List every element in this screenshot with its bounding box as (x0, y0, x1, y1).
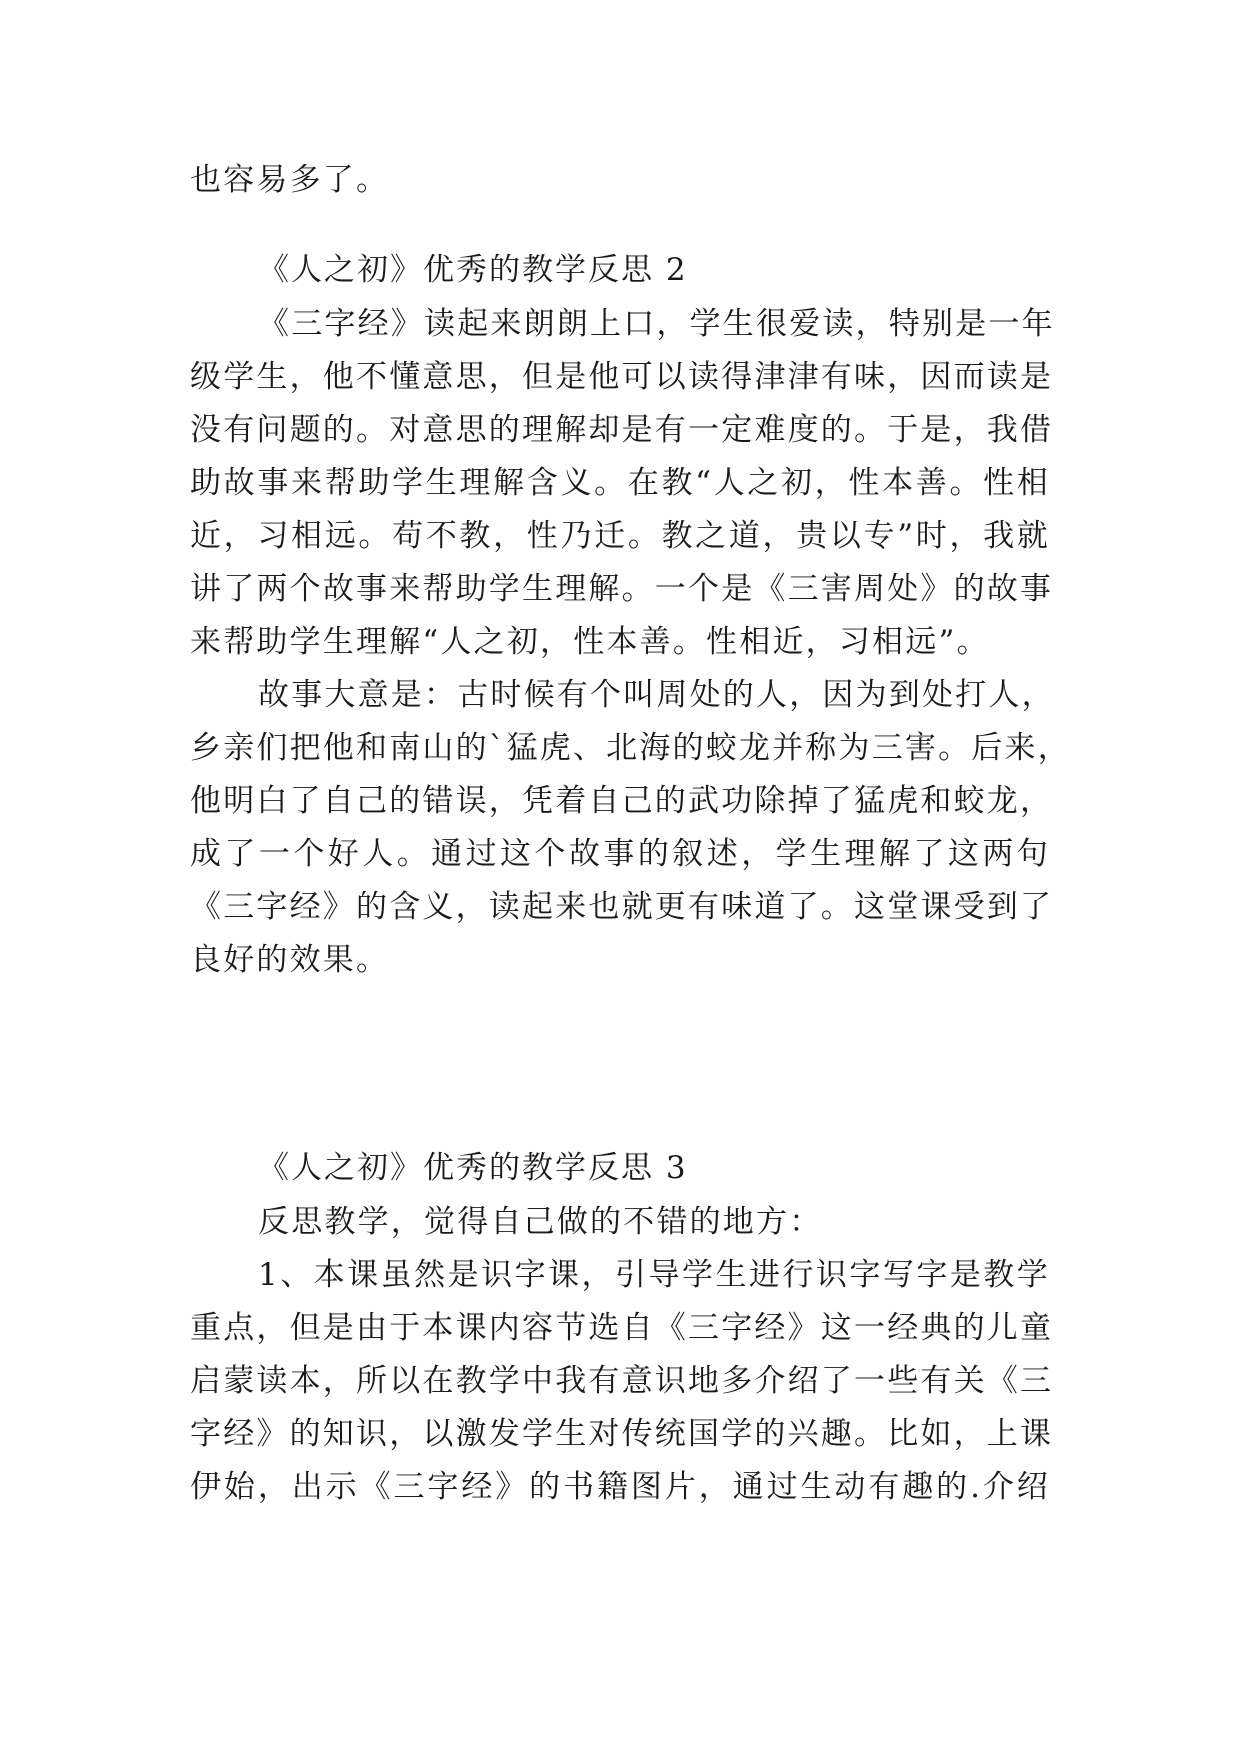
section-heading-2: 《人之初》优秀的教学反思 2 (258, 252, 688, 288)
paragraph-line: 级学生，他不懂意思，但是他可以读得津津有味，因而读是 (190, 359, 1054, 395)
paragraph-line: 他明白了自己的错误，凭着自己的武功除掉了猛虎和蛟龙， (190, 783, 1054, 819)
paragraph-line: 成了一个好人。通过这个故事的叙述，学生理解了这两句 (190, 836, 1050, 872)
paragraph-line: 来帮助学生理解“人之初，性本善。性相近，习相远”。 (190, 624, 990, 660)
paragraph-line: 乡亲们把他和南山的`猛虎、北海的蛟龙并称为三害。后来， (190, 730, 1071, 766)
paragraph-line: 字经》的知识，以激发学生对传统国学的兴趣。比如，上课 (190, 1416, 1054, 1452)
paragraph-line: 故事大意是：古时候有个叫周处的人，因为到处打人， (258, 677, 1055, 713)
paragraph-line: 重点，但是由于本课内容节选自《三字经》这一经典的儿童 (190, 1310, 1054, 1346)
paragraph-line: 也容易多了。 (190, 162, 390, 198)
paragraph-line: 伊始，出示《三字经》的书籍图片，通过生动有趣的.介绍 (190, 1469, 1050, 1505)
paragraph-line: 良好的效果。 (190, 942, 390, 978)
paragraph-line: 助故事来帮助学生理解含义。在教“人之初，性本善。性相 (190, 465, 1050, 501)
paragraph-line: 没有问题的。对意思的理解却是有一定难度的。于是，我借 (190, 412, 1054, 448)
section-heading-3: 《人之初》优秀的教学反思 3 (258, 1150, 688, 1186)
paragraph-line: 近，习相远。苟不教，性乃迁。教之道，贵以专”时，我就 (190, 518, 1050, 554)
paragraph-line: 《三字经》的含义，读起来也就更有味道了。这堂课受到了 (190, 889, 1054, 925)
paragraph-line: 讲了两个故事来帮助学生理解。一个是《三害周处》的故事 (190, 571, 1054, 607)
paragraph-line: 《三字经》读起来朗朗上口，学生很爱读，特别是一年 (258, 306, 1055, 342)
paragraph-line: 反思教学，觉得自己做的不错的地方： (258, 1204, 823, 1240)
paragraph-line: 1、本课虽然是识字课，引导学生进行识字写字是教学 (258, 1257, 1050, 1293)
paragraph-line: 启蒙读本，所以在教学中我有意识地多介绍了一些有关《三 (190, 1363, 1054, 1399)
